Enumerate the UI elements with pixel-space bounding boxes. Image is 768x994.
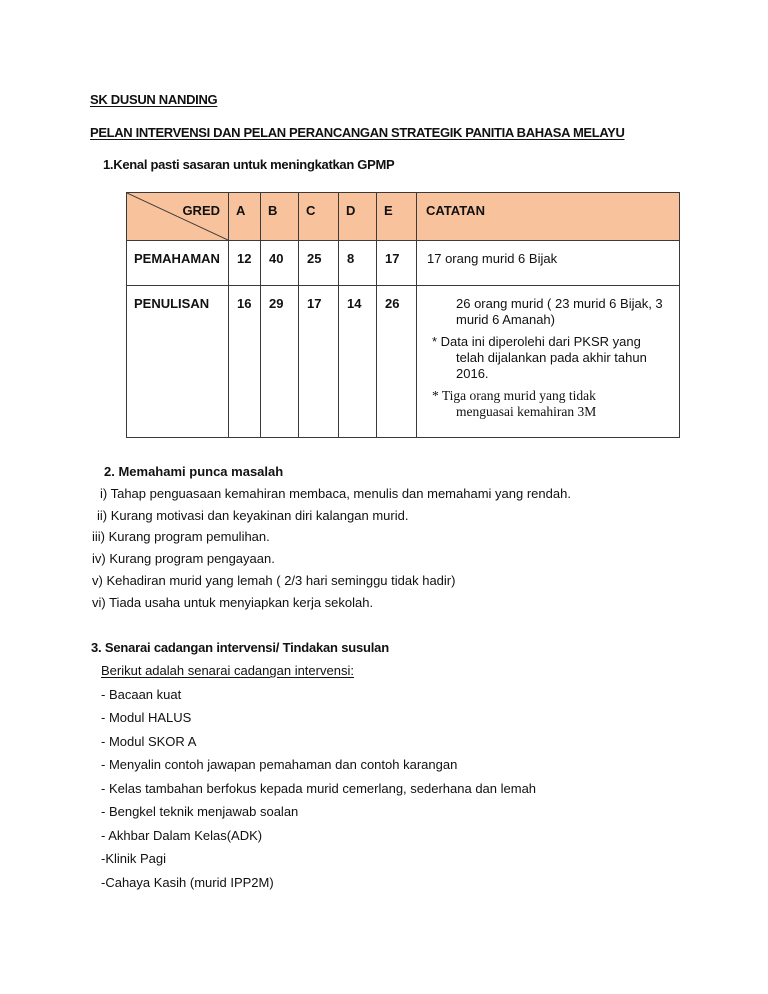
row-label-penulisan: PENULISAN bbox=[134, 296, 210, 311]
list-item: iii) Kurang program pemulihan. bbox=[92, 529, 270, 545]
list-item: - Modul SKOR A bbox=[101, 733, 197, 749]
list-item: v) Kehadiran murid yang lemah ( 2/3 hari seminggu tidak hadir) bbox=[92, 572, 456, 588]
value-cell: 17 bbox=[385, 251, 400, 266]
section3-heading: 3. Senarai cadangan intervensi/ Tindakan susulan bbox=[91, 640, 389, 655]
problem-list bbox=[92, 483, 571, 613]
note-line: telah dijalankan pada akhir tahun 2016. bbox=[456, 350, 647, 381]
header-corner-cell bbox=[127, 193, 229, 241]
header-col-e: E bbox=[384, 203, 393, 218]
list-item: - Menyalin contoh jawapan pemahaman dan contoh karangan bbox=[101, 757, 458, 772]
grade-table bbox=[126, 192, 680, 438]
document-title: PELAN INTERVENSI DAN PELAN PERANCANGAN STRATEGIK PANITIA BAHASA MELAYU bbox=[90, 125, 625, 140]
table-row bbox=[127, 241, 680, 286]
value-cell: 12 bbox=[237, 251, 252, 266]
list-item: -Klinik Pagi bbox=[101, 851, 167, 866]
section1-heading: 1.Kenal pasti sasaran untuk meningkatkan GPMP bbox=[103, 157, 395, 172]
list-item: iv) Kurang program pengayaan. bbox=[92, 551, 275, 567]
header-col-b: B bbox=[268, 203, 278, 218]
row-label-pemahaman: PEMAHAMAN bbox=[134, 251, 220, 266]
notes-cell bbox=[417, 241, 679, 267]
header-col-d: D bbox=[346, 203, 356, 218]
list-item: - Bacaan kuat bbox=[101, 686, 182, 702]
list-item: vi) Tiada usaha untuk menyiapkan kerja sekolah. bbox=[92, 594, 374, 610]
value-cell: 16 bbox=[237, 296, 252, 311]
list-item: ii) Kurang motivasi dan keyakinan diri kalangan murid. bbox=[97, 507, 409, 523]
value-cell: 26 bbox=[385, 296, 400, 311]
note-line: 26 orang murid ( 23 murid 6 Bijak, 3 murid 6 Amanah) bbox=[456, 296, 663, 327]
intervention-intro: Berikut adalah senarai cadangan intervensi: bbox=[101, 663, 354, 678]
table-row bbox=[127, 286, 680, 438]
list-item: - Akhbar Dalam Kelas(ADK) bbox=[101, 827, 263, 843]
value-cell: 8 bbox=[347, 251, 355, 266]
value-cell: 29 bbox=[269, 296, 284, 311]
note-line: * Tiga orang murid yang tidak bbox=[432, 388, 596, 403]
table-header-row bbox=[127, 193, 680, 241]
value-cell: 14 bbox=[347, 296, 362, 311]
header-catatan: CATATAN bbox=[426, 203, 485, 218]
value-cell: 17 bbox=[307, 296, 322, 311]
notes-cell bbox=[417, 286, 679, 420]
header-col-c: C bbox=[306, 203, 316, 218]
list-item: i) Tahap penguasaan kemahiran membaca, menulis dan memahami yang rendah. bbox=[100, 486, 571, 501]
section2-heading: 2. Memahami punca masalah bbox=[104, 464, 284, 479]
intervention-list bbox=[101, 659, 536, 894]
value-cell: 40 bbox=[269, 251, 284, 266]
header-col-a: A bbox=[236, 203, 246, 218]
list-item: - Modul HALUS bbox=[101, 710, 192, 725]
header-gred: GRED bbox=[182, 203, 220, 218]
list-item: -Cahaya Kasih (murid IPP2M) bbox=[101, 874, 274, 890]
note-line: menguasai kemahiran 3M bbox=[456, 404, 597, 419]
school-name: SK DUSUN NANDING bbox=[90, 92, 218, 107]
note-line: 17 orang murid 6 Bijak bbox=[427, 251, 558, 266]
value-cell: 25 bbox=[307, 251, 322, 266]
note-line: * Data ini diperolehi dari PKSR yang bbox=[432, 334, 641, 349]
list-item: - Bengkel teknik menjawab soalan bbox=[101, 804, 299, 819]
list-item: - Kelas tambahan berfokus kepada murid cemerlang, sederhana dan lemah bbox=[101, 780, 537, 796]
